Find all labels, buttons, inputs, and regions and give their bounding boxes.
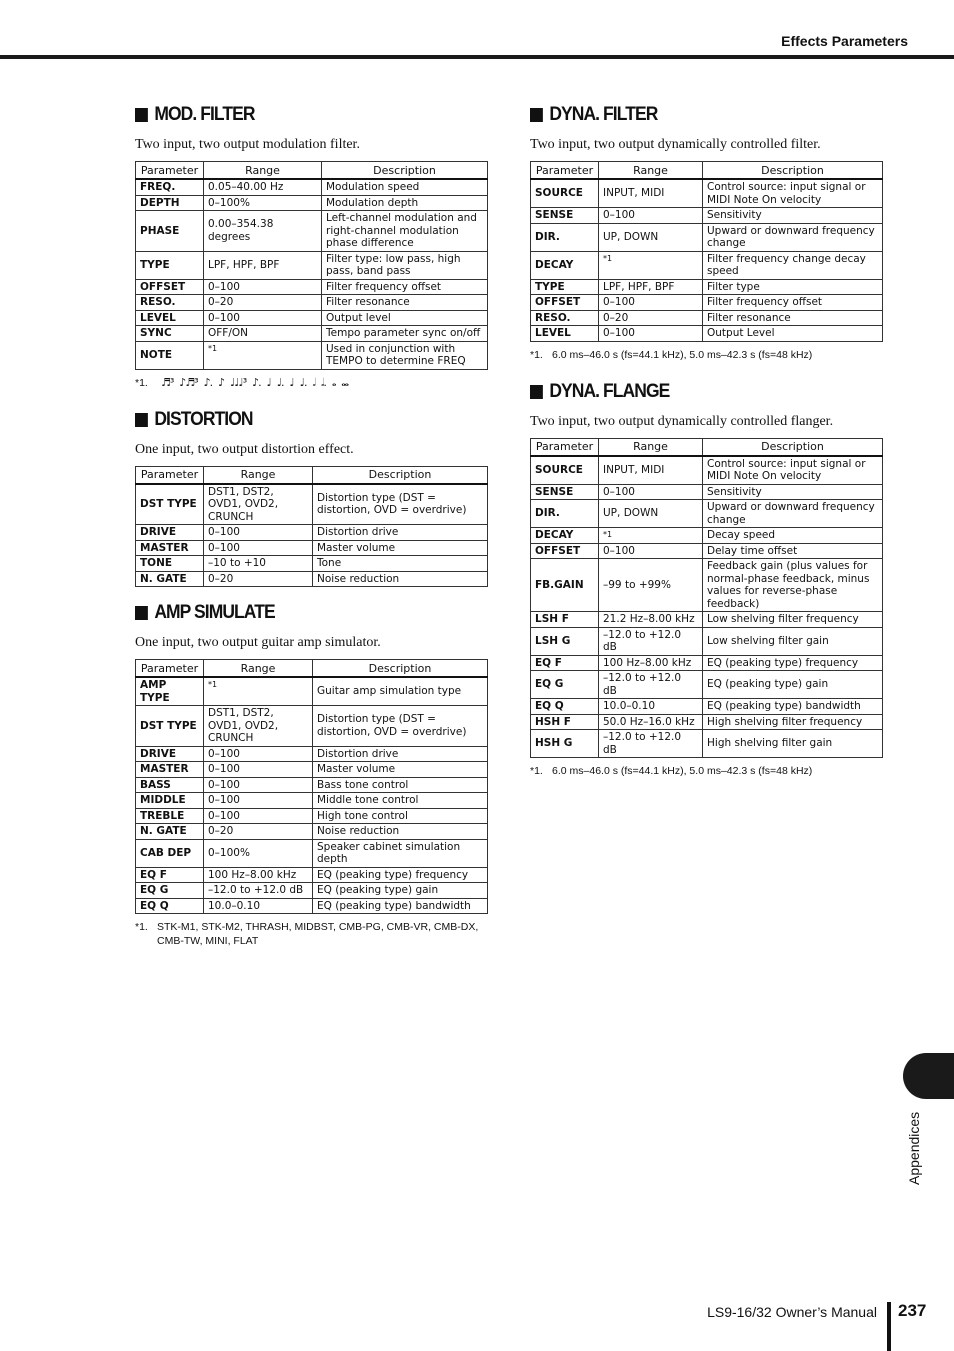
table-header-row <box>136 466 488 484</box>
footnote-text: 6.0 ms–46.0 s (fs=44.1 kHz), 5.0 ms–42.3 s (fs=48 kHz) <box>552 348 813 361</box>
param-cell: LSH F <box>531 612 599 628</box>
desc-cell: Tone <box>313 556 488 572</box>
param-cell: RESO. <box>531 310 599 326</box>
desc-cell: Distortion drive <box>313 525 488 541</box>
range-cell: 0–100 <box>204 310 322 326</box>
table-row <box>136 211 488 252</box>
range-cell: LPF, HPF, BPF <box>204 251 322 279</box>
param-cell: EQ F <box>136 867 204 883</box>
desc-cell: Used in conjunction with TEMPO to determine FREQ <box>322 341 488 369</box>
desc-cell: Low shelving filter frequency <box>703 612 883 628</box>
table-row <box>531 295 883 311</box>
param-cell: DIR. <box>531 500 599 528</box>
note-symbol: ♩. <box>299 375 307 389</box>
table-row <box>136 279 488 295</box>
desc-cell: Control source: input signal or MIDI Note On velocity <box>703 179 883 208</box>
param-cell: PHASE <box>136 211 204 252</box>
desc-cell: High tone control <box>313 808 488 824</box>
distortion-title: DISTORTION <box>135 408 459 432</box>
amp-simulate-section <box>135 601 487 948</box>
range-cell: INPUT, MIDI <box>599 179 703 208</box>
table-row <box>136 295 488 311</box>
desc-cell: Filter type <box>703 279 883 295</box>
mod-filter-footnote <box>135 376 487 390</box>
desc-cell: Decay speed <box>703 528 883 544</box>
param-cell: EQ G <box>531 671 599 699</box>
range-cell: –12.0 to +12.0 dB <box>599 671 703 699</box>
footnote-text: STK-M1, STK-M2, THRASH, MIDBST, CMB-PG, CMB-VR, CMB-DX, CMB-TW, MINI, FLAT <box>157 921 479 947</box>
mod-filter-desc: Two input, two output modulation filter. <box>135 137 360 152</box>
range-cell: DST1, DST2, OVD1, OVD2, CRUNCH <box>204 706 313 747</box>
param-cell: DRIVE <box>136 746 204 762</box>
header-parameter: Parameter <box>136 466 204 484</box>
header-description: Description <box>322 162 488 180</box>
desc-cell: EQ (peaking type) bandwidth <box>313 898 488 914</box>
table-row <box>136 540 488 556</box>
param-cell: CAB DEP <box>136 839 204 867</box>
desc-cell: Bass tone control <box>313 777 488 793</box>
param-cell: MASTER <box>136 540 204 556</box>
dyna-flange-desc: Two input, two output dynamically controlled flanger. <box>530 413 834 429</box>
table-header-row <box>136 162 488 180</box>
desc-cell: High shelving filter gain <box>703 730 883 758</box>
distortion-table <box>135 466 488 588</box>
page-bar <box>887 1302 891 1351</box>
param-cell: SENSE <box>531 484 599 500</box>
table-row <box>531 699 883 715</box>
note-symbol: 𝅗𝅥. <box>320 375 326 389</box>
desc-cell: Modulation depth <box>322 195 488 211</box>
range-cell: 0–20 <box>204 824 313 840</box>
table-header-row <box>136 660 488 678</box>
desc-cell: Modulation speed <box>322 179 488 195</box>
range-cell: 0–100 <box>599 326 703 342</box>
note-symbol: ♩ <box>289 375 294 389</box>
amp-simulate-footnote <box>135 920 487 948</box>
param-cell: TYPE <box>136 251 204 279</box>
param-cell: DIR. <box>531 223 599 251</box>
table-row <box>531 484 883 500</box>
header-range: Range <box>204 660 313 678</box>
header-parameter: Parameter <box>531 162 599 180</box>
desc-cell: Distortion drive <box>313 746 488 762</box>
desc-cell: Distortion type (DST = distortion, OVD = overdrive) <box>313 706 488 747</box>
param-cell: BASS <box>136 777 204 793</box>
note-symbol: ♩♩♩³ <box>230 375 247 389</box>
table-row <box>531 310 883 326</box>
table-row <box>531 543 883 559</box>
param-cell: DEPTH <box>136 195 204 211</box>
section-tab <box>903 1053 954 1099</box>
range-cell: LPF, HPF, BPF <box>599 279 703 295</box>
range-cell: DST1, DST2, OVD1, OVD2, CRUNCH <box>204 484 313 525</box>
dyna-filter-section <box>530 103 882 362</box>
param-cell: TYPE <box>531 279 599 295</box>
desc-cell: Filter frequency offset <box>322 279 488 295</box>
param-cell: SOURCE <box>531 179 599 208</box>
desc-cell: Feedback gain (plus values for normal-phase feedback, minus values for reverse-phase feedback) <box>703 559 883 612</box>
header-range: Range <box>204 162 322 180</box>
top-rule <box>0 55 954 59</box>
range-cell: 100 Hz–8.00 kHz <box>204 867 313 883</box>
range-cell: 0.00–354.38 degrees <box>204 211 322 252</box>
footnote-mark: *1. <box>135 921 148 933</box>
note-symbol: 𝅝 <box>331 375 336 389</box>
note-symbol: 𝅝𝅝 <box>341 375 349 389</box>
range-cell: 0–100% <box>204 195 322 211</box>
table-row <box>136 898 488 914</box>
desc-cell: Master volume <box>313 540 488 556</box>
manual-name: LS9-16/32 Owner’s Manual <box>707 1304 877 1320</box>
table-row <box>136 793 488 809</box>
note-symbol: ♩. <box>276 375 284 389</box>
square-bullet-icon <box>135 606 148 620</box>
header-description: Description <box>703 438 883 456</box>
table-row <box>136 824 488 840</box>
table-header-row <box>531 438 883 456</box>
desc-cell: Filter frequency change decay speed <box>703 251 883 279</box>
table-row <box>136 839 488 867</box>
square-bullet-icon <box>135 108 148 122</box>
range-cell: 100 Hz–8.00 kHz <box>599 655 703 671</box>
desc-cell: Noise reduction <box>313 824 488 840</box>
table-row <box>136 867 488 883</box>
header-parameter: Parameter <box>531 438 599 456</box>
range-cell: 0–100 <box>204 808 313 824</box>
desc-cell: Distortion type (DST = distortion, OVD = overdrive) <box>313 484 488 525</box>
range-cell: 0–100 <box>599 295 703 311</box>
header-description: Description <box>703 162 883 180</box>
param-cell: SENSE <box>531 208 599 224</box>
range-cell: 0–100 <box>204 540 313 556</box>
param-cell: EQ F <box>531 655 599 671</box>
footnote-mark: *1. <box>530 348 543 361</box>
param-cell: AMP TYPE <box>136 677 204 706</box>
amp-simulate-desc: One input, two output guitar amp simulator. <box>135 635 381 650</box>
table-row <box>136 883 488 899</box>
range-cell: 0–20 <box>204 295 322 311</box>
param-cell: DRIVE <box>136 525 204 541</box>
table-row <box>136 571 488 587</box>
table-row <box>531 730 883 758</box>
desc-cell: Filter type: low pass, high pass, band pass <box>322 251 488 279</box>
table-row <box>136 706 488 747</box>
desc-cell: EQ (peaking type) frequency <box>313 867 488 883</box>
range-cell: 0–100 <box>204 525 313 541</box>
param-cell: HSH G <box>531 730 599 758</box>
range-cell: 0–20 <box>204 571 313 587</box>
note-symbol: ♩ <box>266 375 271 389</box>
range-cell: 0–100 <box>599 543 703 559</box>
amp-simulate-title: AMP SIMULATE <box>135 601 459 625</box>
square-bullet-icon <box>530 385 543 399</box>
header-range: Range <box>599 162 703 180</box>
range-cell: 0–100 <box>599 208 703 224</box>
range-cell: –10 to +10 <box>204 556 313 572</box>
desc-cell: Low shelving filter gain <box>703 627 883 655</box>
param-cell: EQ Q <box>531 699 599 715</box>
range-cell: 0–100 <box>599 484 703 500</box>
param-cell: LEVEL <box>531 326 599 342</box>
range-cell: –99 to +99% <box>599 559 703 612</box>
table-row <box>136 484 488 525</box>
desc-cell: EQ (peaking type) gain <box>703 671 883 699</box>
table-row <box>531 627 883 655</box>
footnote-mark: *1. <box>530 765 543 777</box>
range-cell: INPUT, MIDI <box>599 456 703 485</box>
range-cell: *1 <box>599 251 703 279</box>
param-cell: MASTER <box>136 762 204 778</box>
range-cell: UP, DOWN <box>599 223 703 251</box>
mod-filter-section <box>135 103 487 390</box>
dyna-flange-table <box>530 438 883 759</box>
param-cell: DECAY <box>531 251 599 279</box>
desc-cell: Tempo parameter sync on/off <box>322 326 488 342</box>
running-head: Effects Parameters <box>781 33 908 49</box>
desc-cell: Output level <box>322 310 488 326</box>
table-row <box>136 525 488 541</box>
dyna-flange-footnote <box>530 764 882 778</box>
dyna-filter-table <box>530 161 883 342</box>
footnote-text: 6.0 ms–46.0 s (fs=44.1 kHz), 5.0 ms–42.3 s (fs=48 kHz) <box>552 765 813 777</box>
table-row <box>531 223 883 251</box>
dyna-filter-title: DYNA. FILTER <box>530 103 854 127</box>
table-row <box>136 341 488 369</box>
table-row <box>136 746 488 762</box>
desc-cell: Sensitivity <box>703 484 883 500</box>
range-cell: –12.0 to +12.0 dB <box>599 627 703 655</box>
param-cell: MIDDLE <box>136 793 204 809</box>
table-row <box>531 671 883 699</box>
table-row <box>531 251 883 279</box>
note-symbol: ♬³ <box>161 375 174 389</box>
param-cell: SOURCE <box>531 456 599 485</box>
param-cell: EQ Q <box>136 898 204 914</box>
param-cell: FREQ. <box>136 179 204 195</box>
table-row <box>136 310 488 326</box>
dyna-filter-footnote <box>530 348 882 362</box>
range-cell: UP, DOWN <box>599 500 703 528</box>
left-column <box>135 103 487 948</box>
range-cell: OFF/ON <box>204 326 322 342</box>
desc-cell: Left-channel modulation and right-channel modulation phase difference <box>322 211 488 252</box>
desc-cell: Master volume <box>313 762 488 778</box>
mod-filter-table <box>135 161 488 370</box>
param-cell: OFFSET <box>531 295 599 311</box>
desc-cell: Guitar amp simulation type <box>313 677 488 706</box>
desc-cell: EQ (peaking type) bandwidth <box>703 699 883 715</box>
range-cell: –12.0 to +12.0 dB <box>204 883 313 899</box>
range-cell: *1 <box>204 677 313 706</box>
param-cell: OFFSET <box>136 279 204 295</box>
desc-cell: EQ (peaking type) frequency <box>703 655 883 671</box>
table-row <box>531 559 883 612</box>
table-row <box>136 326 488 342</box>
param-cell: OFFSET <box>531 543 599 559</box>
param-cell: DST TYPE <box>136 706 204 747</box>
distortion-section <box>135 408 487 588</box>
range-cell: –12.0 to +12.0 dB <box>599 730 703 758</box>
square-bullet-icon <box>530 108 543 122</box>
page-number: 237 <box>898 1301 927 1320</box>
param-cell: TREBLE <box>136 808 204 824</box>
header-description: Description <box>313 466 488 484</box>
range-cell: 21.2 Hz–8.00 kHz <box>599 612 703 628</box>
side-tab-label: Appendices <box>906 1111 922 1185</box>
header-parameter: Parameter <box>136 162 204 180</box>
distortion-desc: One input, two output distortion effect. <box>135 441 354 457</box>
table-row <box>531 612 883 628</box>
range-cell: 0–100% <box>204 839 313 867</box>
param-cell: DECAY <box>531 528 599 544</box>
param-cell: N. GATE <box>136 824 204 840</box>
footnote-mark: *1. <box>135 376 148 389</box>
desc-cell: Delay time offset <box>703 543 883 559</box>
table-row <box>136 179 488 195</box>
range-cell: 0–100 <box>204 777 313 793</box>
desc-cell: Filter frequency offset <box>703 295 883 311</box>
header-parameter: Parameter <box>136 660 204 678</box>
desc-cell: Middle tone control <box>313 793 488 809</box>
table-row <box>531 279 883 295</box>
mod-filter-title: MOD. FILTER <box>135 103 459 127</box>
desc-cell: Noise reduction <box>313 571 488 587</box>
table-row <box>136 677 488 706</box>
desc-cell: EQ (peaking type) gain <box>313 883 488 899</box>
table-row <box>136 195 488 211</box>
table-row <box>136 251 488 279</box>
range-cell: 0–100 <box>204 762 313 778</box>
range-cell: 0–100 <box>204 746 313 762</box>
range-cell: 0.05–40.00 Hz <box>204 179 322 195</box>
param-cell: LEVEL <box>136 310 204 326</box>
range-cell: 10.0–0.10 <box>204 898 313 914</box>
param-cell: TONE <box>136 556 204 572</box>
param-cell: HSH F <box>531 714 599 730</box>
header-range: Range <box>599 438 703 456</box>
table-row <box>531 655 883 671</box>
range-cell: *1 <box>599 528 703 544</box>
desc-cell: Filter resonance <box>322 295 488 311</box>
dyna-flange-section <box>530 380 882 779</box>
note-symbol: ♪. <box>203 375 213 389</box>
note-symbol: 𝅗𝅥 <box>312 375 315 389</box>
note-symbol: ♪ <box>218 375 225 389</box>
table-row <box>531 208 883 224</box>
range-cell: 50.0 Hz–16.0 kHz <box>599 714 703 730</box>
table-row <box>531 528 883 544</box>
table-row <box>531 179 883 208</box>
desc-cell: Output Level <box>703 326 883 342</box>
header-description: Description <box>313 660 488 678</box>
header-range: Range <box>204 466 313 484</box>
table-row <box>136 777 488 793</box>
desc-cell: Speaker cabinet simulation depth <box>313 839 488 867</box>
desc-cell: Sensitivity <box>703 208 883 224</box>
param-cell: FB.GAIN <box>531 559 599 612</box>
range-cell: 10.0–0.10 <box>599 699 703 715</box>
table-header-row <box>531 162 883 180</box>
dyna-flange-title: DYNA. FLANGE <box>530 380 854 404</box>
range-cell: 0–100 <box>204 793 313 809</box>
desc-cell: Upward or downward frequency change <box>703 500 883 528</box>
desc-cell: Control source: input signal or MIDI Note On velocity <box>703 456 883 485</box>
param-cell: SYNC <box>136 326 204 342</box>
desc-cell: High shelving filter frequency <box>703 714 883 730</box>
range-cell: *1 <box>204 341 322 369</box>
square-bullet-icon <box>135 413 148 427</box>
range-cell: 0–20 <box>599 310 703 326</box>
table-row <box>531 714 883 730</box>
table-row <box>136 762 488 778</box>
param-cell: DST TYPE <box>136 484 204 525</box>
desc-cell: Upward or downward frequency change <box>703 223 883 251</box>
right-column <box>530 103 882 778</box>
table-row <box>531 456 883 485</box>
dyna-filter-desc: Two input, two output dynamically controlled filter. <box>530 137 821 152</box>
desc-cell: Filter resonance <box>703 310 883 326</box>
note-symbol: ♪♬³ <box>179 375 198 389</box>
table-row <box>136 808 488 824</box>
amp-simulate-table <box>135 659 488 914</box>
table-row <box>531 326 883 342</box>
note-symbol: ♪. <box>252 375 261 389</box>
param-cell: EQ G <box>136 883 204 899</box>
param-cell: NOTE <box>136 341 204 369</box>
table-row <box>531 500 883 528</box>
range-cell: 0–100 <box>204 279 322 295</box>
param-cell: N. GATE <box>136 571 204 587</box>
param-cell: LSH G <box>531 627 599 655</box>
table-row <box>136 556 488 572</box>
param-cell: RESO. <box>136 295 204 311</box>
